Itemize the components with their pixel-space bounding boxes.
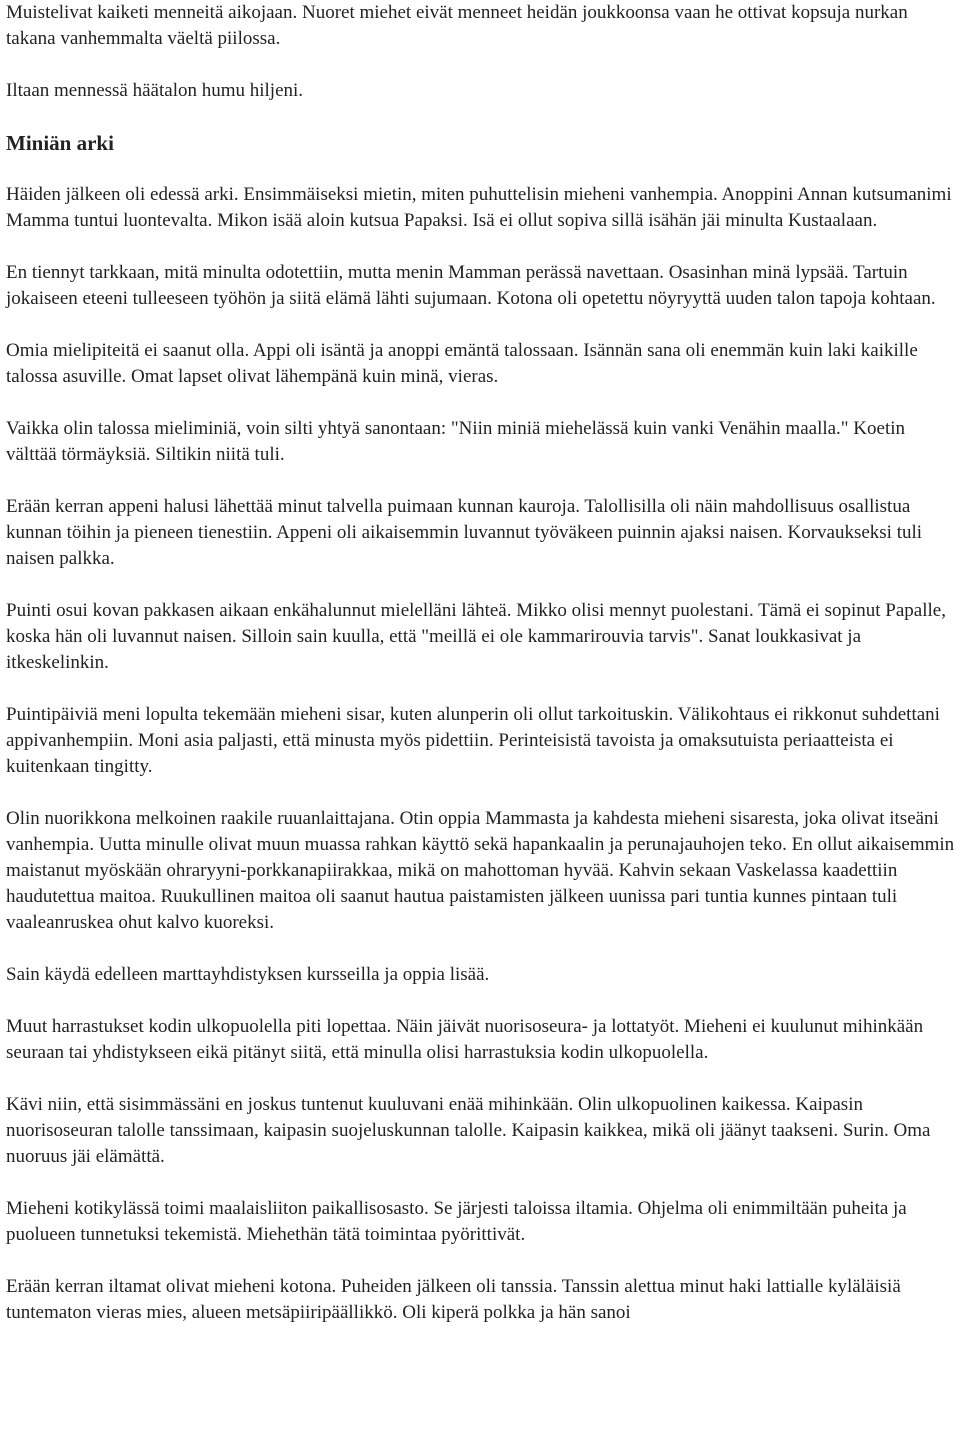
paragraph: En tiennyt tarkkaan, mitä minulta odotettiin, mutta menin Mamman perässä navettaan. Osasinhan minä lypsää. Tartuin jokaiseen eteeni tulleeseen työhön ja siitä elämä lähti sujumaan. Kotona oli opetettu nöyryyttä uuden talon tapoja kohtaan.	[6, 262, 936, 309]
paragraph: Puinti osui kovan pakkasen aikaan enkähalunnut mielelläni lähteä. Mikko olisi mennyt puolestani. Tämä ei sopinut Papalle, koska hän oli luvannut naisen. Silloin sain kuulla, että "meillä ei ole kammarirouvia tarvis". Sanat loukkasivat ja itkeskelinkin.	[6, 600, 946, 673]
paragraph: Olin nuorikkona melkoinen raakile ruuanlaittajana. Otin oppia Mammasta ja kahdesta mieheni sisaresta, joka olivat itseäni vanhempia. Uutta minulle olivat muun muassa rahkan käyttö sekä hapankaalin ja perunajauhojen teko. En ollut aikaisemmin maistanut myöskään ohraryyni-porkkanapiirakkaa, mikä on mahottoman hyvää. Kahvin sekaan Vaskelassa kaadettiin haudutettua maitoa. Ruukullinen maitoa oli saanut hautua paistamisten jälkeen uunissa pari tuntia kunnes pintaan tuli vaaleanruskea ohut kalvo kuoreksi.	[6, 808, 955, 933]
paragraph-intro-1: Muistelivat kaiketi menneitä aikojaan. Nuoret miehet eivät menneet heidän joukkoonsa vaan he ottivat kopsuja nurkan takana vanhemmalta väeltä piilossa.	[6, 2, 908, 49]
paragraph: Puintipäiviä meni lopulta tekemään mieheni sisar, kuten alunperin oli ollut tarkoituskin. Välikohtaus ei rikkonut suhdettani appivanhempiin. Moni asia paljasti, että minusta myös pidettiin. Perinteisistä tavoista ja omaksutuista periaatteista ei kuitenkaan tingitty.	[6, 704, 940, 777]
document-page	[6, 0, 958, 1326]
paragraph-intro-2: Iltaan mennessä häätalon humu hiljeni.	[6, 80, 304, 101]
paragraph: Häiden jälkeen oli edessä arki. Ensimmäiseksi mietin, miten puhuttelisin mieheni vanhempia. Anoppini Annan kutsumanimi Mamma tuntui luontevalta. Mikon isää aloin kutsua Papaksi. Isä ei ollut sopiva sillä isähän jäi minulta Kustaalaan.	[6, 184, 952, 231]
paragraph: Erään kerran appeni halusi lähettää minut talvella puimaan kunnan kauroja. Talollisilla oli näin mahdollisuus osallistua kunnan töihin ja pieneen tienestiin. Appeni oli aikaisemmin luvannut työväkeen puinnin ajaksi naisen. Korvaukseksi tuli naisen palkka.	[6, 496, 923, 569]
paragraph: Erään kerran iltamat olivat mieheni kotona. Puheiden jälkeen oli tanssia. Tanssin alettua minut haki lattialle kyläläisiä tuntematon vieras mies, alueen metsäpiiripäällikkö. Oli kiperä polkka ja hän sanoi	[6, 1276, 901, 1323]
paragraph: Kävi niin, että sisimmässäni en joskus tuntenut kuuluvani enää mihinkään. Olin ulkopuolinen kaikessa. Kaipasin nuorisoseuran talolle tanssimaan, kaipasin suojeluskunnan talolle. Kaipasin kaikkea, mikä oli jäänyt taakseni. Surin. Oma nuoruus jäi elämättä.	[6, 1094, 931, 1167]
paragraph: Vaikka olin talossa mieliminiä, voin silti yhtyä sanontaan: "Niin miniä miehelässä kuin vanki Venähin maalla." Koetin välttää törmäyksiä. Siltikin niitä tuli.	[6, 418, 906, 465]
paragraph: Omia mielipiteitä ei saanut olla. Appi oli isäntä ja anoppi emäntä talossaan. Isännän sana oli enemmän kuin laki kaikille talossa asuville. Omat lapset olivat lähempänä kuin minä, vieras.	[6, 340, 918, 387]
paragraph: Sain käydä edelleen marttayhdistyksen kursseilla ja oppia lisää.	[6, 964, 490, 985]
paragraph: Mieheni kotikylässä toimi maalaisliiton paikallisosasto. Se järjesti taloissa iltamia. Ohjelma oli enimmiltään puheita ja puolueen tunnetuksi tekemistä. Miehethän tätä toimintaa pyörittivät.	[6, 1198, 907, 1245]
section-heading: Miniän arki	[6, 131, 114, 155]
paragraph: Muut harrastukset kodin ulkopuolella piti lopettaa. Näin jäivät nuorisoseura- ja lottatyöt. Mieheni ei kuulunut mihinkään seuraan tai yhdistykseen eikä pitänyt siitä, että minulla olisi harrastuksia kodin ulkopuolella.	[6, 1016, 924, 1063]
